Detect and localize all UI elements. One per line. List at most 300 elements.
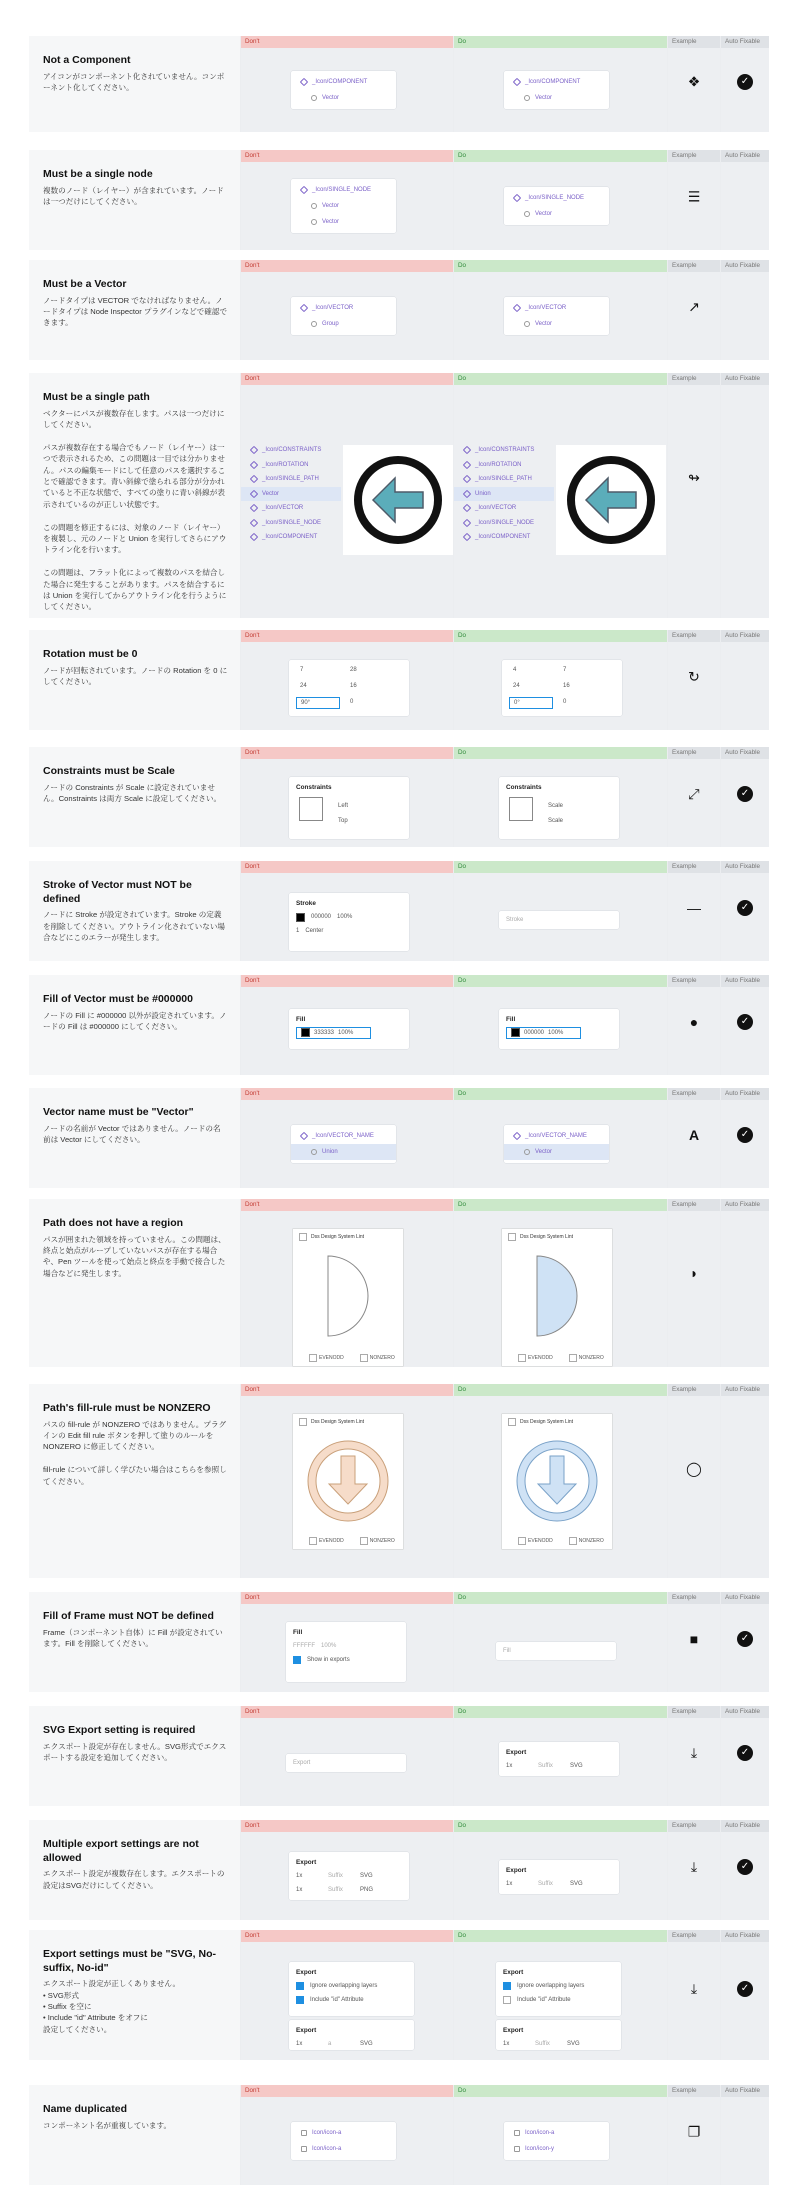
vector-icon bbox=[301, 2130, 307, 2136]
export-row[interactable] bbox=[496, 2037, 621, 2051]
example-letter: A bbox=[688, 1127, 700, 1144]
download-icon: ⤓ bbox=[690, 1980, 698, 1997]
rule-title: Export settings must be "SVG, No-suffix, No-id" bbox=[43, 1948, 216, 1974]
export-scale[interactable]: 1x bbox=[296, 2041, 303, 2047]
rule-title: Constraints must be Scale bbox=[43, 765, 175, 777]
x-field[interactable] bbox=[296, 665, 340, 677]
vector-icon bbox=[524, 1149, 530, 1155]
dont-cell bbox=[241, 873, 453, 961]
export-settings-popup bbox=[289, 1962, 414, 2016]
layer-row[interactable] bbox=[504, 316, 609, 332]
stroke-panel-empty bbox=[499, 911, 619, 929]
example-cell bbox=[668, 2097, 720, 2185]
rule-text: パスの fill-rule が NONZERO ではありません。プラグインの Edit fill rule ボタンを押して塗りのルールを NONZERO に修正してください。 fill-rule について詳しく学びたい場合はこちらを参照してください。 bbox=[43, 1419, 227, 1486]
export-scale[interactable]: 1x bbox=[506, 1763, 513, 1769]
color-swatch[interactable] bbox=[296, 913, 305, 922]
vertical-constraint[interactable] bbox=[331, 814, 355, 828]
h-value: 16 bbox=[563, 683, 570, 689]
export-placeholder: Export bbox=[293, 1760, 311, 1766]
header-autofix: Auto Fixable bbox=[721, 150, 769, 162]
layer-row[interactable] bbox=[504, 2141, 609, 2157]
stroke-weight-row[interactable] bbox=[289, 924, 409, 938]
stroke-color-row[interactable] bbox=[289, 910, 409, 924]
rule-description bbox=[29, 1820, 240, 1920]
rule-text: コンポーネント名が重複しています。 bbox=[43, 2120, 172, 2130]
ignore-overlap-option[interactable] bbox=[496, 1979, 621, 1993]
export-format[interactable]: SVG bbox=[360, 1873, 373, 1879]
constraint-h: Left bbox=[338, 803, 349, 809]
rule-description bbox=[29, 1930, 240, 2060]
checkbox[interactable] bbox=[309, 1537, 317, 1545]
example-cell bbox=[668, 1211, 720, 1367]
constraints-panel bbox=[499, 777, 619, 839]
header-do: Do bbox=[454, 1820, 667, 1832]
checkbox[interactable] bbox=[569, 1537, 577, 1545]
h-field[interactable] bbox=[559, 681, 603, 693]
rule-text: ノードが回転されています。ノードの Rotation を 0 にしてください。 bbox=[43, 665, 228, 687]
export-row[interactable] bbox=[499, 1759, 619, 1773]
layer-row[interactable] bbox=[291, 198, 396, 214]
horizontal-constraint[interactable] bbox=[541, 799, 570, 813]
stroke-weight[interactable]: 1 bbox=[296, 928, 300, 934]
layers-panel bbox=[504, 2122, 609, 2160]
export-row[interactable] bbox=[289, 1883, 409, 1897]
header-dont: Don't bbox=[241, 1199, 453, 1211]
constraint-box[interactable] bbox=[509, 797, 533, 821]
layers-panel bbox=[241, 443, 341, 545]
arrow-down-circle-shape bbox=[512, 1436, 602, 1526]
vector-icon bbox=[524, 95, 530, 101]
checkbox[interactable] bbox=[293, 1656, 301, 1664]
example-cell bbox=[668, 48, 720, 132]
layer-name: _Icon/SINGLE_PATH bbox=[475, 476, 532, 482]
plugin-icon bbox=[508, 1233, 516, 1241]
example-cell bbox=[668, 162, 720, 250]
export-panel bbox=[289, 2020, 414, 2050]
header-dont: Don't bbox=[241, 373, 453, 385]
plugin-icon bbox=[299, 1418, 307, 1426]
vector-icon bbox=[514, 2130, 520, 2136]
checkbox[interactable] bbox=[360, 1537, 368, 1545]
panel-title: Export bbox=[296, 1859, 317, 1866]
component-icon bbox=[513, 1132, 521, 1140]
header-dont: Don't bbox=[241, 150, 453, 162]
nonzero-option-label: NONZERO bbox=[578, 1355, 604, 1362]
dont-cell bbox=[241, 48, 453, 132]
rule-text: Frame（コンポーネント自体）に Fill が設定されています。Fill を削除してください。 bbox=[43, 1627, 223, 1649]
export-row[interactable] bbox=[499, 1877, 619, 1891]
include-id-label: Include "id" Attribute bbox=[310, 1997, 364, 2003]
dont-cell bbox=[241, 1942, 453, 2060]
rule-title: Multiple export settings are not allowed bbox=[43, 1838, 199, 1864]
plugin-icon bbox=[508, 1418, 516, 1426]
do-cell bbox=[454, 1718, 667, 1806]
export-panel bbox=[496, 2020, 621, 2050]
export-format[interactable]: SVG bbox=[567, 2041, 580, 2047]
plugin-title: Dss Design System Lint bbox=[311, 1234, 365, 1240]
header-dont: Don't bbox=[241, 861, 453, 873]
header-example: Example bbox=[668, 1930, 720, 1942]
layer-row[interactable] bbox=[291, 1128, 396, 1144]
nonzero-option[interactable] bbox=[360, 1354, 395, 1362]
checkbox[interactable] bbox=[503, 1996, 511, 2004]
evenodd-option[interactable] bbox=[518, 1537, 553, 1545]
layer-row[interactable] bbox=[504, 190, 609, 206]
rule-title: Must be a single path bbox=[43, 391, 150, 403]
layer-row[interactable] bbox=[241, 516, 341, 531]
header-autofix: Auto Fixable bbox=[721, 1088, 769, 1100]
layer-row[interactable] bbox=[504, 206, 609, 222]
export-format[interactable]: SVG bbox=[570, 1881, 583, 1887]
y-field[interactable] bbox=[346, 665, 390, 677]
half-circle-shape bbox=[512, 1251, 602, 1341]
component-icon bbox=[513, 78, 521, 86]
h-value: 16 bbox=[350, 683, 357, 689]
vector-icon bbox=[311, 219, 317, 225]
export-suffix[interactable]: Suffix bbox=[328, 1873, 343, 1879]
layer-row[interactable] bbox=[241, 458, 341, 473]
rule-description bbox=[29, 1706, 240, 1806]
stroke-color[interactable]: 000000 bbox=[311, 914, 332, 920]
rule-description bbox=[29, 36, 240, 132]
filled-circle-icon: ● bbox=[689, 1014, 699, 1031]
header-example: Example bbox=[668, 1384, 720, 1396]
fill-field[interactable] bbox=[506, 1027, 581, 1039]
export-row[interactable] bbox=[289, 1869, 409, 1883]
evenodd-option[interactable] bbox=[309, 1537, 344, 1545]
dont-cell bbox=[241, 1396, 453, 1578]
export-suffix[interactable]: Suffix bbox=[535, 2041, 550, 2047]
evenodd-option[interactable] bbox=[518, 1354, 553, 1362]
rot-value: 0° bbox=[514, 700, 520, 706]
w-field[interactable] bbox=[296, 681, 340, 693]
layer-row[interactable] bbox=[504, 1128, 609, 1144]
export-scale[interactable]: 1x bbox=[503, 2041, 510, 2047]
dont-cell bbox=[241, 272, 453, 360]
example-cell bbox=[668, 1718, 720, 1806]
do-cell bbox=[454, 2097, 667, 2185]
export-row[interactable] bbox=[289, 2037, 414, 2051]
layer-row[interactable] bbox=[504, 300, 609, 316]
do-cell bbox=[454, 1211, 667, 1367]
vertical-constraint[interactable] bbox=[541, 814, 570, 828]
rule-row bbox=[29, 975, 769, 1075]
layer-name: _Icon/COMPONENT bbox=[475, 534, 531, 540]
radius-field[interactable] bbox=[346, 697, 390, 709]
rule-title: Not a Component bbox=[43, 54, 131, 66]
component-icon bbox=[463, 504, 471, 512]
nonzero-option[interactable] bbox=[569, 1537, 604, 1545]
plugin-title: Dss Design System Lint bbox=[520, 1234, 574, 1240]
export-suffix[interactable]: a bbox=[328, 2041, 332, 2047]
header-autofix: Auto Fixable bbox=[721, 1592, 769, 1604]
dont-cell bbox=[241, 759, 453, 847]
layer-row[interactable] bbox=[291, 74, 396, 90]
header-example: Example bbox=[668, 36, 720, 48]
layer-name: _Icon/VECTOR bbox=[262, 505, 304, 511]
layer-name: _Icon/SINGLE_PATH bbox=[262, 476, 319, 482]
checkbox[interactable] bbox=[296, 1982, 304, 1990]
dont-cell bbox=[241, 642, 453, 730]
fill-opacity[interactable]: 100% bbox=[321, 1643, 337, 1649]
header-dont: Don't bbox=[241, 1820, 453, 1832]
fill-color[interactable]: FFFFFF bbox=[293, 1643, 315, 1649]
layers-panel bbox=[504, 1125, 609, 1163]
autofix-cell bbox=[721, 1942, 769, 2060]
checkbox[interactable] bbox=[569, 1354, 577, 1362]
export-settings-popup bbox=[496, 1962, 621, 2016]
checkbox[interactable] bbox=[503, 1982, 511, 1990]
component-icon bbox=[300, 186, 308, 194]
do-cell bbox=[454, 162, 667, 250]
rule-row bbox=[29, 1199, 769, 1367]
autofix-cell bbox=[721, 987, 769, 1075]
h-field[interactable] bbox=[346, 681, 390, 693]
autofix-cell bbox=[721, 1718, 769, 1806]
nonzero-option-label: NONZERO bbox=[369, 1538, 395, 1545]
export-format[interactable]: PNG bbox=[360, 1887, 374, 1893]
header-do: Do bbox=[454, 861, 667, 873]
y-value: 28 bbox=[350, 667, 357, 673]
checkbox[interactable] bbox=[518, 1354, 526, 1362]
autofix-cell bbox=[721, 1211, 769, 1367]
layer-name: Vector bbox=[535, 211, 553, 217]
rule-title: Must be a Vector bbox=[43, 278, 127, 290]
export-suffix[interactable]: Suffix bbox=[538, 1763, 553, 1769]
plugin-title: Dss Design System Lint bbox=[520, 1419, 574, 1425]
check-circle-icon: ✓ bbox=[737, 1859, 753, 1875]
autofix-cell bbox=[721, 1832, 769, 1920]
layer-row[interactable] bbox=[454, 530, 554, 545]
half-circle-shape bbox=[303, 1251, 393, 1341]
header-do: Do bbox=[454, 1384, 667, 1396]
header-dont: Don't bbox=[241, 630, 453, 642]
header-do: Do bbox=[454, 150, 667, 162]
rule-description bbox=[29, 260, 240, 360]
radius-value: 0 bbox=[563, 699, 567, 705]
fill-field[interactable] bbox=[296, 1027, 371, 1039]
fill-opacity: 100% bbox=[338, 1030, 354, 1037]
evenodd-option[interactable] bbox=[309, 1354, 344, 1362]
layer-row[interactable] bbox=[504, 1144, 609, 1160]
header-dont: Don't bbox=[241, 36, 453, 48]
layer-row[interactable] bbox=[291, 2141, 396, 2157]
header-do: Do bbox=[454, 260, 667, 272]
layer-row[interactable] bbox=[291, 316, 396, 332]
export-scale[interactable]: 1x bbox=[296, 1887, 303, 1893]
autofix-cell bbox=[721, 642, 769, 730]
download-icon: ⤓ bbox=[690, 1858, 698, 1875]
rule-text: エクスポート設定が正しくありません。 • SVG形式 • Suffix を空に • Include "id" Attribute をオフに 設定してください。 bbox=[43, 1979, 181, 2034]
layer-row[interactable] bbox=[291, 90, 396, 106]
layer-row[interactable] bbox=[241, 443, 341, 458]
export-suffix[interactable]: Suffix bbox=[328, 1887, 343, 1893]
component-icon bbox=[250, 504, 258, 512]
layer-row[interactable] bbox=[241, 472, 341, 487]
panel-title: Export bbox=[506, 1749, 527, 1756]
checkbox[interactable] bbox=[518, 1537, 526, 1545]
component-icon bbox=[250, 446, 258, 454]
layer-row[interactable] bbox=[504, 90, 609, 106]
rule-row bbox=[29, 36, 769, 132]
do-cell bbox=[454, 759, 667, 847]
example-cell bbox=[668, 1100, 720, 1188]
component-icon bbox=[463, 490, 471, 498]
rot-field[interactable] bbox=[296, 697, 340, 709]
transform-row bbox=[289, 664, 409, 678]
radius-value: 0 bbox=[350, 699, 354, 705]
rule-title: SVG Export setting is required bbox=[43, 1724, 196, 1736]
header-do: Do bbox=[454, 36, 667, 48]
check-circle-icon: ✓ bbox=[737, 1014, 753, 1030]
autofix-cell bbox=[721, 759, 769, 847]
w-field[interactable] bbox=[509, 681, 553, 693]
layer-row[interactable] bbox=[241, 530, 341, 545]
evenodd-option-label: EVENODD bbox=[528, 1538, 553, 1545]
color-swatch[interactable] bbox=[511, 1028, 520, 1037]
layers-panel bbox=[291, 71, 396, 109]
radius-field[interactable] bbox=[559, 697, 603, 709]
stroke-opacity[interactable]: 100% bbox=[337, 914, 353, 920]
header-do: Do bbox=[454, 2085, 667, 2097]
header-example: Example bbox=[668, 1592, 720, 1604]
y-field[interactable] bbox=[559, 665, 603, 677]
letter-a-icon bbox=[668, 1127, 720, 1143]
export-suffix[interactable]: Suffix bbox=[538, 1881, 553, 1887]
include-id-option[interactable] bbox=[496, 1993, 621, 2007]
header-autofix: Auto Fixable bbox=[721, 1930, 769, 1942]
checkbox[interactable] bbox=[309, 1354, 317, 1362]
layer-row[interactable] bbox=[454, 516, 554, 531]
rule-row bbox=[29, 1592, 769, 1692]
vector-icon bbox=[514, 2146, 520, 2152]
fill-row[interactable] bbox=[499, 1026, 619, 1040]
layer-name: _Icon/CONSTRAINTS bbox=[262, 447, 322, 453]
layer-row[interactable] bbox=[504, 2125, 609, 2141]
show-in-exports[interactable] bbox=[286, 1653, 406, 1667]
do-cell bbox=[454, 642, 667, 730]
fill-row[interactable] bbox=[286, 1639, 406, 1653]
fill-color: 333333 bbox=[314, 1030, 335, 1037]
autofix-cell bbox=[721, 162, 769, 250]
transform-row bbox=[502, 696, 622, 710]
autofix-cell bbox=[721, 1396, 769, 1578]
stroke-align[interactable]: Center bbox=[305, 928, 324, 934]
rule-title: Name duplicated bbox=[43, 2103, 128, 2115]
autofix-cell bbox=[721, 1100, 769, 1188]
layer-row[interactable] bbox=[454, 472, 554, 487]
nonzero-option[interactable] bbox=[360, 1537, 395, 1545]
rule-description bbox=[29, 2085, 240, 2185]
panel-title: Fill bbox=[293, 1629, 303, 1636]
header-autofix: Auto Fixable bbox=[721, 975, 769, 987]
layer-row[interactable] bbox=[241, 501, 341, 516]
filled-square-icon: ■ bbox=[689, 1631, 699, 1648]
layers-panel bbox=[504, 187, 609, 225]
check-circle-icon: ✓ bbox=[737, 1631, 753, 1647]
transform-row bbox=[502, 664, 622, 678]
color-swatch[interactable] bbox=[301, 1028, 310, 1037]
header-do: Do bbox=[454, 1930, 667, 1942]
constraint-box[interactable] bbox=[299, 797, 323, 821]
autofix-cell bbox=[721, 873, 769, 961]
export-format[interactable]: SVG bbox=[570, 1763, 583, 1769]
rule-row bbox=[29, 1820, 769, 1920]
rule-row bbox=[29, 1088, 769, 1188]
layer-row[interactable] bbox=[291, 300, 396, 316]
checkbox[interactable] bbox=[360, 1354, 368, 1362]
layer-name: _Icon/ROTATION bbox=[262, 461, 309, 468]
vector-icon bbox=[301, 2146, 307, 2152]
arrow-left-circle-icon bbox=[343, 445, 453, 555]
horizontal-constraint[interactable] bbox=[331, 799, 355, 813]
header-dont: Don't bbox=[241, 1592, 453, 1604]
x-field[interactable] bbox=[509, 665, 553, 677]
ignore-overlap-option[interactable] bbox=[289, 1979, 414, 1993]
example-cell bbox=[668, 1604, 720, 1692]
layer-name: _Icon/VECTOR_NAME bbox=[525, 1133, 587, 1139]
component-icon bbox=[300, 78, 308, 86]
header-example: Example bbox=[668, 975, 720, 987]
export-scale[interactable]: 1x bbox=[506, 1881, 513, 1887]
layer-row[interactable] bbox=[291, 214, 396, 230]
layer-name: _Icon/VECTOR bbox=[312, 305, 354, 311]
fill-row[interactable] bbox=[289, 1026, 409, 1040]
export-scale[interactable]: 1x bbox=[296, 1873, 303, 1879]
rule-description bbox=[29, 747, 240, 847]
dont-cell bbox=[241, 1718, 453, 1806]
layer-row[interactable] bbox=[454, 501, 554, 516]
fill-placeholder: Fill bbox=[503, 1648, 511, 1654]
rule-row bbox=[29, 1930, 769, 2060]
nonzero-option[interactable] bbox=[569, 1354, 604, 1362]
header-do: Do bbox=[454, 1592, 667, 1604]
layer-row[interactable] bbox=[291, 2125, 396, 2141]
layer-row[interactable] bbox=[504, 74, 609, 90]
rule-text: エクスポート設定が存在しません。SVG形式でエクスポートする設定を追加してください。 bbox=[43, 1741, 227, 1763]
layer-row[interactable] bbox=[291, 1144, 396, 1160]
layer-row[interactable] bbox=[454, 487, 554, 502]
rot-field[interactable] bbox=[509, 697, 553, 709]
dont-cell bbox=[241, 1211, 453, 1367]
component-icon bbox=[513, 304, 521, 312]
layers-panel bbox=[454, 443, 554, 545]
checkbox[interactable] bbox=[296, 1996, 304, 2004]
export-format[interactable]: SVG bbox=[360, 2041, 373, 2047]
rule-text: エクスポート設定が複数存在します。エクスポートの設定はSVGだけにしてください。 bbox=[43, 1869, 225, 1890]
layer-row[interactable] bbox=[454, 443, 554, 458]
autofix-cell bbox=[721, 385, 769, 618]
layer-row[interactable] bbox=[454, 458, 554, 473]
do-cell bbox=[454, 1942, 667, 2060]
layer-row[interactable] bbox=[241, 487, 341, 502]
example-cell bbox=[668, 759, 720, 847]
stroke-placeholder: Stroke bbox=[506, 917, 524, 923]
rule-title: Path's fill-rule must be NONZERO bbox=[43, 1402, 211, 1414]
autofix-cell bbox=[721, 1604, 769, 1692]
layer-row[interactable] bbox=[291, 182, 396, 198]
header-do: Do bbox=[454, 630, 667, 642]
vector-icon bbox=[524, 321, 530, 327]
layer-name: Vector bbox=[535, 95, 553, 101]
dont-cell bbox=[241, 1604, 453, 1692]
example-cell bbox=[668, 272, 720, 360]
header-autofix: Auto Fixable bbox=[721, 260, 769, 272]
layer-name: _Icon/VECTOR bbox=[525, 305, 567, 311]
transform-panel bbox=[502, 660, 622, 716]
include-id-option[interactable] bbox=[289, 1993, 414, 2007]
rule-text: ノードタイプは VECTOR でなければなりません。ノードタイプは Node Inspector プラグインなどで確認できます。 bbox=[43, 295, 228, 328]
